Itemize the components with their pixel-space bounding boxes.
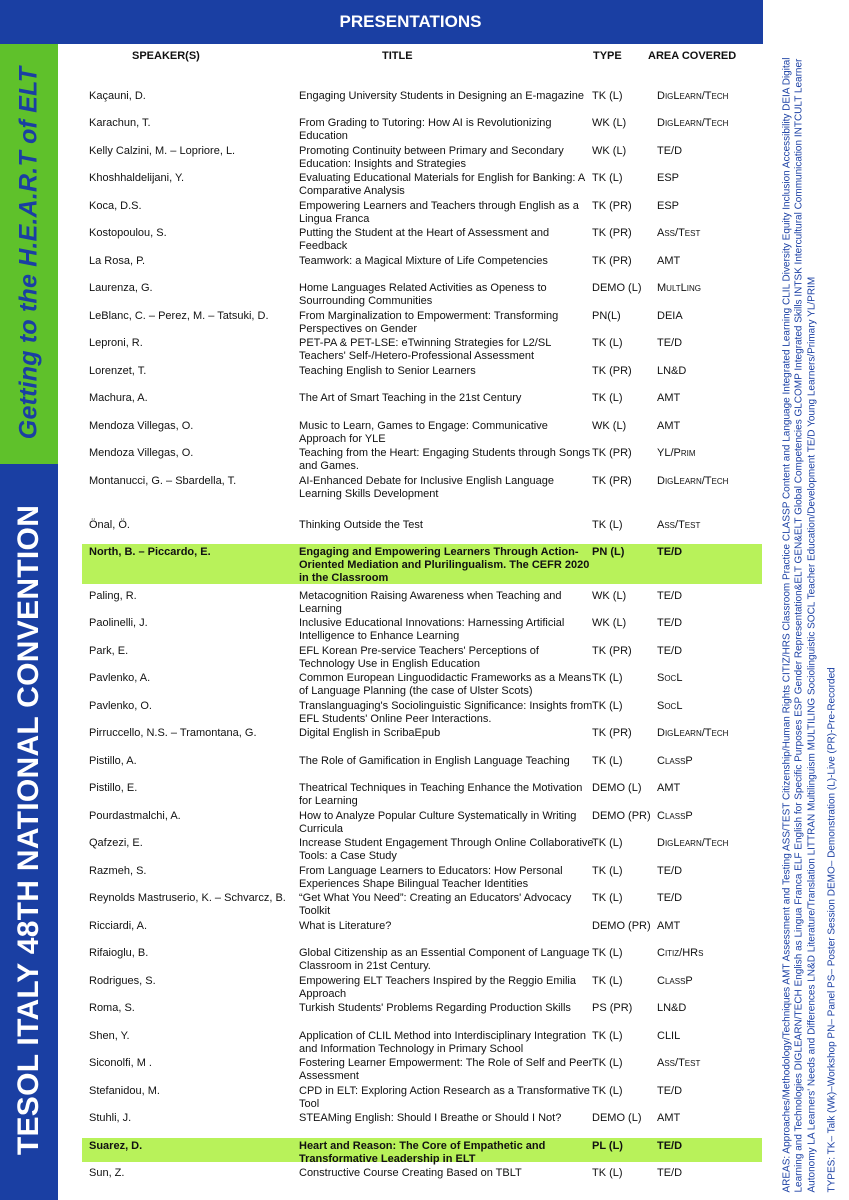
- type-cell: TK (PR): [592, 645, 632, 657]
- table-row: [82, 335, 762, 361]
- type-cell: DEMO (PR): [592, 810, 651, 822]
- type-cell: TK (L): [592, 947, 623, 959]
- table-row: [82, 615, 762, 641]
- type-cell: DEMO (PR): [592, 920, 651, 932]
- area-cell: DigLearn/Tech: [657, 90, 729, 102]
- type-cell: TK (L): [592, 672, 623, 684]
- area-cell: DigLearn/Tech: [657, 117, 729, 129]
- area-cell: SocL: [657, 700, 683, 712]
- speaker-cell: Sun, Z.: [89, 1167, 125, 1179]
- table-row: [82, 544, 762, 584]
- table-row: [82, 418, 762, 444]
- title-cell: The Art of Smart Teaching in the 21st Century: [299, 392, 522, 404]
- speaker-cell: Kostopoulou, S.: [89, 227, 167, 239]
- speaker-cell: Karachun, T.: [89, 117, 151, 129]
- type-cell: TK (L): [592, 892, 623, 904]
- table-row: [82, 390, 762, 416]
- type-cell: TK (L): [592, 865, 623, 877]
- speaker-cell: Siconolfi, M .: [89, 1057, 152, 1069]
- speaker-cell: Shen, Y.: [89, 1030, 130, 1042]
- type-cell: WK (L): [592, 145, 627, 157]
- area-cell: TE/D: [657, 337, 683, 349]
- title-cell: Teamwork: a Magical Mixture of Life Competencies: [299, 255, 548, 267]
- title-cell: Turkish Students' Problems Regarding Production Skills: [299, 1002, 571, 1014]
- type-cell: TK (PR): [592, 475, 632, 487]
- area-cell: ClassP: [657, 810, 693, 822]
- speaker-cell: Pistillo, E.: [89, 782, 138, 794]
- area-cell: TE/D: [657, 546, 683, 558]
- area-cell: Ass/Test: [657, 519, 701, 531]
- speaker-cell: Stefanidou, M.: [89, 1085, 160, 1097]
- vertical-title: TESOL ITALY 48TH NATIONAL CONVENTION: [12, 504, 45, 1156]
- title-cell: Empowering Learners and Teachers through English as a Lingua Franca: [299, 200, 579, 225]
- legend: [781, 48, 838, 1193]
- speaker-cell: Machura, A.: [89, 392, 148, 404]
- type-cell: WK (L): [592, 420, 627, 432]
- title-cell: Theatrical Techniques in Teaching Enhance the Motivation for Learning: [299, 782, 583, 807]
- type-cell: TK (L): [592, 337, 623, 349]
- area-cell: ESP: [657, 200, 680, 212]
- title-cell: CPD in ELT: Exploring Action Research as a Transformative Tool: [299, 1085, 590, 1110]
- type-cell: PS (PR): [592, 1002, 633, 1014]
- table-row: [82, 670, 762, 696]
- table-row: [82, 308, 762, 334]
- area-cell: DigLearn/Tech: [657, 837, 729, 849]
- header-bar: [58, 0, 763, 44]
- title-cell: Constructive Course Creating Based on TBLT: [299, 1167, 522, 1179]
- table-row: [82, 945, 762, 971]
- area-cell: TE/D: [657, 617, 683, 629]
- speaker-cell: Stuhli, J.: [89, 1112, 132, 1124]
- area-cell: AMT: [657, 392, 681, 404]
- table-row: [82, 517, 762, 543]
- area-cell: DigLearn/Tech: [657, 727, 729, 739]
- speaker-cell: Pirruccello, N.S. – Tramontana, G.: [89, 727, 257, 739]
- speaker-cell: Ricciardi, A.: [89, 920, 148, 932]
- title-cell: How to Analyze Popular Culture Systematically in Writing Curricula: [299, 810, 577, 835]
- table-row: [82, 198, 762, 224]
- table-row: [82, 115, 762, 141]
- title-cell: Metacognition Raising Awareness when Teaching and Learning: [299, 590, 562, 615]
- speaker-cell: Leproni, R.: [89, 337, 143, 349]
- speaker-cell: Pistillo, A.: [89, 755, 137, 767]
- speaker-cell: Lorenzet, T.: [89, 365, 147, 377]
- type-cell: TK (PR): [592, 227, 632, 239]
- type-cell: TK (L): [592, 1030, 623, 1042]
- type-cell: TK (PR): [592, 200, 632, 212]
- area-cell: TE/D: [657, 645, 683, 657]
- title-cell: Fostering Learner Empowerment: The Role of Self and Peer Assessment: [299, 1057, 593, 1082]
- type-cell: TK (L): [592, 1085, 623, 1097]
- table-row: [82, 363, 762, 389]
- table-row: [82, 780, 762, 806]
- type-cell: TK (L): [592, 519, 623, 531]
- legend-types: TYPES: TK– Talk (Wk)–Workshop PN– Panel PS– Poster Session DEMO– Demonstration (L)-Live (PR)-Pre-Recorded: [826, 667, 838, 1193]
- speaker-cell: Kelly Calzini, M. – Lopriore, L.: [89, 145, 236, 157]
- area-cell: AMT: [657, 920, 681, 932]
- table-row: [82, 1000, 762, 1026]
- column-header-area: AREA COVERED: [648, 50, 737, 62]
- speaker-cell: Khoshhaldelijani, Y.: [89, 172, 185, 184]
- area-cell: TE/D: [657, 1085, 683, 1097]
- area-cell: AMT: [657, 420, 681, 432]
- table-row: [82, 588, 762, 614]
- title-cell: From Language Learners to Educators: How Personal Experiences Shape Bilingual Teacher Identities: [299, 865, 563, 890]
- area-cell: YL/Prim: [657, 447, 696, 459]
- table-row: [82, 643, 762, 669]
- table-row: [82, 1138, 762, 1165]
- area-cell: Ass/Test: [657, 227, 701, 239]
- title-cell: Inclusive Educational Innovations: Harnessing Artificial Intelligence to Enhance Learning: [299, 617, 565, 642]
- table-row: [82, 280, 762, 306]
- table-row: [82, 253, 762, 279]
- type-cell: TK (L): [592, 172, 623, 184]
- title-cell: Digital English in ScribaEpub: [299, 727, 441, 739]
- table-row: [82, 1165, 762, 1189]
- title-cell: Home Languages Related Activities as Openess to Sourrounding Communities: [299, 282, 547, 307]
- title-cell: Heart and Reason: The Core of Empathetic and Transformative Leadership in ELT: [299, 1140, 546, 1165]
- type-cell: TK (L): [592, 392, 623, 404]
- title-cell: Engaging University Students in Designing an E-magazine: [299, 90, 584, 102]
- speaker-cell: Rifaioglu, B.: [89, 947, 149, 959]
- area-cell: CLIL: [657, 1030, 681, 1042]
- table-row: [82, 808, 762, 834]
- area-cell: AMT: [657, 782, 681, 794]
- table-row: [82, 973, 762, 999]
- type-cell: PN (L): [592, 546, 625, 558]
- type-cell: TK (L): [592, 975, 623, 987]
- table-row: [82, 88, 762, 114]
- area-cell: DEIA: [657, 310, 683, 322]
- column-header-speakers: SPEAKER(S): [132, 50, 200, 62]
- speaker-cell: Pavlenko, A.: [89, 672, 151, 684]
- title-cell: “Get What You Need”: Creating an Educators' Advocacy Toolkit: [299, 892, 572, 917]
- table-row: [82, 890, 762, 916]
- area-cell: ESP: [657, 172, 680, 184]
- speaker-cell: Pavlenko, O.: [89, 700, 152, 712]
- title-cell: Teaching from the Heart: Engaging Students through Songs and Games.: [299, 447, 591, 472]
- area-cell: ClassP: [657, 975, 693, 987]
- speaker-cell: Laurenza, G.: [89, 282, 153, 294]
- table-row: [82, 725, 762, 751]
- title-cell: From Marginalization to Empowerment: Transforming Perspectives on Gender: [299, 310, 559, 335]
- area-cell: ClassP: [657, 755, 693, 767]
- area-cell: TE/D: [657, 892, 683, 904]
- table-row: [82, 473, 762, 499]
- area-cell: DigLearn/Tech: [657, 475, 729, 487]
- type-cell: TK (PR): [592, 727, 632, 739]
- type-cell: TK (PR): [592, 447, 632, 459]
- legend-areas: AREAS: Approaches/Methodology/Techniques AMT Assessment and Testing ASS/TEST Citizenship/Human Rights CITIZ/HRS Classroom Practice CLASSP Content and Language Integrated Learning CLIL Diversity Equity Inclusion Accessibility DEIA Digital Learning and Technologies DIGLEARN/TECH English as Lingua Franca ELF English for Specific Purposes ESP Gender Representation&ELT GEN&ELT Global Competencies GLCOMP Integrated Skills INTSK Intercultural Communication INTCULT Learner Autonomy LA Learners' Needs and Differences LN&D Literature/Translation LITTRAN Multilinguism MULTILING Sociolinguistic SOCL Teacher Education/Development TE/D Young Learners/Primary YL/PRIM: [781, 57, 817, 1193]
- type-cell: TK (PR): [592, 365, 632, 377]
- area-cell: Ass/Test: [657, 1057, 701, 1069]
- title-cell: Promoting Continuity between Primary and Secondary Education: Insights and Strategies: [299, 145, 564, 170]
- speaker-cell: Park, E.: [89, 645, 129, 657]
- title-cell: The Role of Gamification in English Language Teaching: [299, 755, 570, 767]
- table-row: [82, 698, 762, 724]
- speaker-cell: Suarez, D.: [89, 1140, 143, 1152]
- area-cell: AMT: [657, 255, 681, 267]
- title-cell: Common European Linguodidactic Frameworks as a Means of Language Planning (the case of Ulster Scots): [299, 672, 592, 697]
- title-cell: Teaching English to Senior Learners: [299, 365, 476, 377]
- type-cell: DEMO (L): [592, 782, 642, 794]
- speaker-cell: La Rosa, P.: [89, 255, 146, 267]
- speaker-cell: LeBlanc, C. – Perez, M. – Tatsuki, D.: [89, 310, 269, 322]
- area-cell: TE/D: [657, 1140, 683, 1152]
- speaker-cell: Roma, S.: [89, 1002, 135, 1014]
- area-cell: TE/D: [657, 1167, 683, 1179]
- speaker-cell: Kaçauni, D.: [89, 90, 146, 102]
- column-header-title: TITLE: [382, 50, 413, 62]
- table-row: [82, 835, 762, 861]
- type-cell: TK (PR): [592, 255, 632, 267]
- table-row: [82, 225, 762, 251]
- type-cell: TK (L): [592, 90, 623, 102]
- title-cell: Putting the Student at the Heart of Assessment and Feedback: [299, 227, 550, 252]
- area-cell: AMT: [657, 1112, 681, 1124]
- speaker-cell: Koca, D.S.: [89, 200, 142, 212]
- type-cell: TK (L): [592, 1167, 623, 1179]
- type-cell: TK (L): [592, 1057, 623, 1069]
- title-cell: AI-Enhanced Debate for Inclusive English Language Learning Skills Development: [299, 475, 555, 500]
- page-title: PRESENTATIONS: [339, 12, 482, 31]
- title-cell: STEAMing English: Should I Breathe or Should I Not?: [299, 1112, 562, 1124]
- area-cell: TE/D: [657, 590, 683, 602]
- table-row: [82, 1028, 762, 1054]
- type-cell: PL (L): [592, 1140, 623, 1152]
- speaker-cell: Rodrigues, S.: [89, 975, 156, 987]
- speaker-cell: North, B. – Piccardo, E.: [89, 546, 211, 558]
- speaker-cell: Reynolds Mastruserio, K. – Schvarcz, B.: [89, 892, 286, 904]
- title-cell: Application of CLIL Method into Interdisciplinary Integration and Information Technology in Primary School: [299, 1030, 586, 1055]
- table-row: [82, 1083, 762, 1109]
- speaker-cell: Paling, R.: [89, 590, 137, 602]
- title-cell: EFL Korean Pre-service Teachers' Perceptions of Technology Use in English Education: [299, 645, 539, 670]
- title-cell: From Grading to Tutoring: How AI is Revolutionizing Education: [299, 117, 552, 142]
- title-cell: Increase Student Engagement Through Online Collaborative Tools: a Case Study: [299, 837, 594, 862]
- type-cell: TK (L): [592, 837, 623, 849]
- table-row: [82, 143, 762, 169]
- title-cell: Translanguaging's Sociolinguistic Significance: Insights from EFL Students' Online Peer Interactions.: [299, 700, 593, 725]
- speaker-cell: Qafzezi, E.: [89, 837, 143, 849]
- table-row: [82, 918, 762, 944]
- table-row: [82, 445, 762, 471]
- speaker-cell: Montanucci, G. – Sbardella, T.: [89, 475, 237, 487]
- speaker-cell: Mendoza Villegas, O.: [89, 447, 194, 459]
- type-cell: WK (L): [592, 590, 627, 602]
- title-cell: Evaluating Educational Materials for English for Banking: A Comparative Analysis: [299, 172, 585, 197]
- title-cell: Empowering ELT Teachers Inspired by the Reggio Emilia Approach: [299, 975, 576, 1000]
- table-row: [82, 863, 762, 889]
- type-cell: TK (L): [592, 700, 623, 712]
- title-cell: What is Literature?: [299, 920, 392, 932]
- type-cell: WK (L): [592, 617, 627, 629]
- area-cell: TE/D: [657, 865, 683, 877]
- table-row: [82, 170, 762, 196]
- type-cell: WK (L): [592, 117, 627, 129]
- title-cell: Thinking Outside the Test: [299, 519, 423, 531]
- type-cell: TK (L): [592, 755, 623, 767]
- speaker-cell: Razmeh, S.: [89, 865, 147, 877]
- area-cell: LN&D: [657, 365, 687, 377]
- type-cell: DEMO (L): [592, 1112, 642, 1124]
- speaker-cell: Mendoza Villegas, O.: [89, 420, 194, 432]
- area-cell: LN&D: [657, 1002, 687, 1014]
- vertical-subtitle: Getting to the H.E.A.R.T of ELT: [14, 66, 43, 440]
- speaker-cell: Paolinelli, J.: [89, 617, 148, 629]
- table-row: [82, 1110, 762, 1136]
- area-cell: Citiz/HRs: [657, 947, 704, 959]
- title-cell: Music to Learn, Games to Engage: Communicative Approach for YLE: [299, 420, 548, 445]
- speaker-cell: Pourdastmalchi, A.: [89, 810, 181, 822]
- speaker-cell: Önal, Ö.: [89, 519, 130, 531]
- area-cell: MultLing: [657, 282, 702, 294]
- table-row: [82, 753, 762, 779]
- area-cell: SocL: [657, 672, 683, 684]
- column-header-type: TYPE: [593, 50, 622, 62]
- type-cell: PN(L): [592, 310, 621, 322]
- title-cell: Engaging and Empowering Learners Through Action-Oriented Mediation and Plurilingualism. The CEFR 2020 in the Classroom: [299, 546, 590, 584]
- title-cell: Global Citizenship as an Essential Component of Language Classroom in 21st Century.: [299, 947, 590, 972]
- table-row: [82, 1055, 762, 1081]
- area-cell: TE/D: [657, 145, 683, 157]
- title-cell: PET-PA & PET-LSE: eTwinning Strategies for L2/SL Teachers' Self-/Hetero-Professional Assessment: [299, 337, 551, 362]
- type-cell: DEMO (L): [592, 282, 642, 294]
